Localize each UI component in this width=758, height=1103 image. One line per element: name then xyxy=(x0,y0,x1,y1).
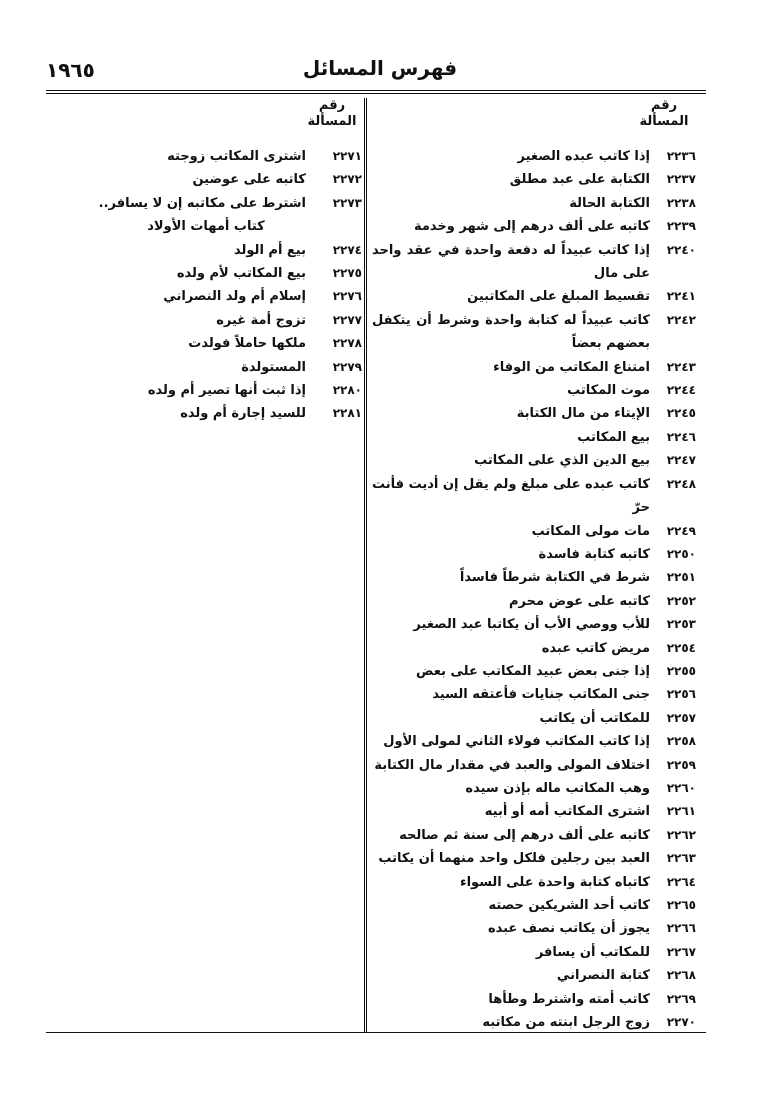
issue-title: بيع المكاتب لأم ولده xyxy=(176,266,306,282)
index-entry xyxy=(46,356,362,379)
issue-title: موت المكاتب xyxy=(567,383,650,399)
left-column-entries xyxy=(46,145,362,426)
index-entry xyxy=(372,590,696,613)
index-entry xyxy=(46,168,362,191)
issue-number: ٢٢٦٩ xyxy=(666,991,696,1006)
issue-number: ٢٢٧٥ xyxy=(332,266,362,281)
index-entry xyxy=(372,871,696,894)
issue-number: ٢٢٣٨ xyxy=(666,195,696,210)
index-entry xyxy=(372,800,696,823)
issue-title: كتابة النصراني xyxy=(556,968,650,984)
issue-title: كاتبه على ألف درهم إلى شهر وخدمة xyxy=(413,219,650,235)
index-entry xyxy=(372,660,696,683)
issue-title: كاتب أحد الشريكين حصته xyxy=(488,898,650,913)
index-entry xyxy=(372,145,696,168)
issue-title: تزوج أمة غيره xyxy=(216,312,306,328)
column-divider xyxy=(364,98,367,1033)
issue-number: ٢٢٨٠ xyxy=(332,383,362,398)
index-entry xyxy=(372,285,696,308)
index-entry xyxy=(372,707,696,730)
issue-title: مريض كاتب عبده xyxy=(541,640,650,656)
issue-number: ٢٢٦٦ xyxy=(666,921,696,936)
issue-title: إذا كاتب المكاتب فولاء الثاني لمولى الأول xyxy=(383,734,650,750)
index-entry xyxy=(372,215,696,238)
issue-number: ٢٢٧٩ xyxy=(332,359,362,374)
index-entry xyxy=(372,941,696,964)
issue-number: ٢٢٦٧ xyxy=(666,944,696,959)
index-entry xyxy=(46,145,362,168)
section-heading xyxy=(46,215,362,238)
issue-title: اشترى المكاتب زوجته xyxy=(167,149,306,164)
issue-title: ملكها حاملاً فولدت xyxy=(188,336,306,352)
issue-number: ٢٢٨١ xyxy=(332,406,362,421)
page-title: فهرس المسائل xyxy=(302,56,458,80)
issue-title: بيع الدين الذي على المكاتب xyxy=(474,453,650,469)
issue-number: ٢٢٣٧ xyxy=(666,172,696,187)
header-rule-secondary xyxy=(46,93,706,94)
index-entry xyxy=(372,566,696,589)
right-column-header: رقم المسألة xyxy=(639,98,689,129)
index-entry xyxy=(372,613,696,636)
issue-title: إذا كاتب عبيداً له دفعة واحدة في عقد واحد على مال xyxy=(372,242,650,282)
issue-title: مات مولى المكاتب xyxy=(531,523,650,539)
index-entry xyxy=(372,894,696,917)
issue-title: إذا ثبت أنها تصير أم ولده xyxy=(147,383,306,399)
index-entry xyxy=(372,637,696,660)
issue-title: بيع المكاتب xyxy=(577,429,650,445)
issue-title: الكتابة الحالة xyxy=(569,195,650,211)
index-entry xyxy=(46,332,362,355)
issue-number: ٢٢٤٤ xyxy=(666,383,696,398)
index-entry xyxy=(46,239,362,262)
issue-number: ٢٢٣٦ xyxy=(666,149,696,163)
issue-number: ٢٢٤٧ xyxy=(666,453,696,468)
issue-number: ٢٢٤٥ xyxy=(666,406,696,421)
issue-title: كاتبه على ألف درهم إلى سنة ثم صالحه xyxy=(399,827,650,843)
issue-number: ٢٢٥٩ xyxy=(666,757,696,772)
issue-title: تقسيط المبلغ على المكاتبين xyxy=(467,289,650,305)
index-entry xyxy=(372,309,696,356)
issue-title: كاتب عبيداً له كتابة واحدة وشرط أن يتكفل بعضهم بعضاً xyxy=(372,312,650,352)
section-title: كتاب أمهات الأولاد xyxy=(147,219,265,235)
issue-title: اختلاف المولى والعبد في مقدار مال الكتابة xyxy=(374,757,650,773)
index-entry xyxy=(372,449,696,472)
issue-title: وهب المكاتب ماله بإذن سيده xyxy=(465,780,650,796)
issue-number: ٢٢٤٨ xyxy=(666,476,696,491)
issue-title: الكتابة على عبد مطلق xyxy=(509,172,650,188)
issue-title: للسيد إجارة أم ولده xyxy=(180,406,306,422)
issue-title: المستولدة xyxy=(241,359,306,375)
issue-title: جنى المكاتب جنايات فأعتقه السيد xyxy=(432,687,650,703)
issue-number: ٢٢٧٣ xyxy=(332,195,362,210)
issue-number: ٢٢٣٩ xyxy=(666,219,696,234)
index-entry xyxy=(372,473,696,520)
index-entry xyxy=(372,917,696,940)
issue-title: إذا جنى بعض عبيد المكاتب على بعض xyxy=(416,663,650,679)
issue-title: كاتب أمته واشترط وطأها xyxy=(488,991,650,1007)
issue-title: بيع أم الولد xyxy=(234,242,306,258)
issue-title: كاتبه على عوض محرم xyxy=(509,593,650,609)
issue-number: ٢٢٥٥ xyxy=(666,663,696,678)
index-entry xyxy=(372,192,696,215)
issue-title: يجوز أن يكاتب نصف عبده xyxy=(487,921,650,937)
issue-number: ٢٢٥١ xyxy=(666,570,696,585)
index-entry xyxy=(46,402,362,425)
issue-number: ٢٢٤٦ xyxy=(666,429,696,444)
issue-number: ٢٢٦٢ xyxy=(666,827,696,842)
issue-number: ٢٢٦٣ xyxy=(666,851,696,866)
issue-number: ٢٢٥٨ xyxy=(666,734,696,749)
index-entry xyxy=(372,168,696,191)
issue-title: كاتبه كتابة فاسدة xyxy=(538,546,650,562)
issue-number: ٢٢٦٠ xyxy=(666,780,696,795)
issue-number: ٢٢٧١ xyxy=(332,149,362,163)
issue-number: ٢٢٤٣ xyxy=(666,359,696,374)
issue-number: ٢٢٤٢ xyxy=(666,312,696,327)
left-column-header: رقم المسألة xyxy=(307,98,357,129)
index-entry xyxy=(46,192,362,215)
index-entry xyxy=(372,239,696,286)
index-entry xyxy=(46,285,362,308)
issue-number: ٢٢٤٩ xyxy=(666,523,696,538)
issue-number: ٢٢٧٢ xyxy=(332,172,362,187)
issue-title: كاتبه على عوضين xyxy=(192,172,306,188)
issue-title: امتناع المكاتب من الوفاء xyxy=(493,359,650,375)
issue-number: ٢٢٥٧ xyxy=(666,710,696,725)
issue-title: للأب ووصي الأب أن يكاتبا عبد الصغير xyxy=(413,617,650,633)
issue-number: ٢٢٥٣ xyxy=(666,617,696,632)
index-entry xyxy=(372,754,696,777)
issue-title: كاتباه كتابة واحدة على السواء xyxy=(459,874,650,890)
issue-number: ٢٢٤٠ xyxy=(666,242,696,257)
index-entry xyxy=(372,777,696,800)
issue-number: ٢٢٥٠ xyxy=(666,546,696,561)
issue-title: اشترى المكاتب أمه أو أبيه xyxy=(484,804,650,820)
index-entry xyxy=(372,402,696,425)
issue-number: ٢٢٥٤ xyxy=(666,640,696,655)
header-rule xyxy=(46,90,706,91)
issue-number: ٢٢٦٤ xyxy=(666,874,696,889)
issue-title: زوج الرجل ابنته من مكاتبه xyxy=(482,1015,650,1031)
issue-number: ٢٢٧٦ xyxy=(332,289,362,304)
issue-number: ٢٢٧٤ xyxy=(332,242,362,257)
issue-title: للمكاتب أن يكاتب xyxy=(539,710,650,726)
index-entry xyxy=(372,520,696,543)
page-number: ١٩٦٥ xyxy=(46,58,95,82)
issue-number: ٢٢٤١ xyxy=(666,289,696,304)
issue-title: للمكاتب أن يسافر xyxy=(535,944,650,960)
issue-number: ٢٢٦٨ xyxy=(666,968,696,983)
index-entry xyxy=(372,356,696,379)
issue-title: العبد بين رجلين فلكل واحد منهما أن يكاتب xyxy=(378,851,650,867)
issue-number: ٢٢٧٨ xyxy=(332,336,362,351)
issue-number: ٢٢٥٦ xyxy=(666,687,696,702)
issue-number: ٢٢٧٠ xyxy=(666,1015,696,1030)
issue-title: اشترط على مكاتبه إن لا يسافر.. xyxy=(98,195,306,211)
index-entry xyxy=(372,543,696,566)
issue-number: ٢٢٥٢ xyxy=(666,593,696,608)
issue-title: الإيتاء من مال الكتابة xyxy=(516,406,650,422)
issue-number: ٢٢٦٥ xyxy=(666,898,696,912)
index-entry xyxy=(372,847,696,870)
footer-rule xyxy=(46,1032,706,1033)
index-entry xyxy=(46,262,362,285)
index-entry xyxy=(372,824,696,847)
index-entry xyxy=(372,426,696,449)
issue-number: ٢٢٧٧ xyxy=(332,312,362,327)
right-column-entries xyxy=(372,145,696,1034)
index-entry xyxy=(46,309,362,332)
issue-title: إسلام أم ولد النصراني xyxy=(163,289,306,305)
issue-title: كاتب عبده على مبلغ ولم يقل إن أديت فأنت حرّ xyxy=(372,476,650,516)
issue-number: ٢٢٦١ xyxy=(666,804,696,819)
index-entry xyxy=(372,988,696,1011)
index-entry xyxy=(372,730,696,753)
index-entry xyxy=(372,683,696,706)
index-entry xyxy=(372,964,696,987)
issue-title: إذا كاتب عبده الصغير xyxy=(517,149,650,164)
index-entry xyxy=(372,379,696,402)
index-entry xyxy=(372,1011,696,1034)
index-entry xyxy=(46,379,362,402)
issue-title: شرط في الكتابة شرطاً فاسداً xyxy=(459,570,650,586)
